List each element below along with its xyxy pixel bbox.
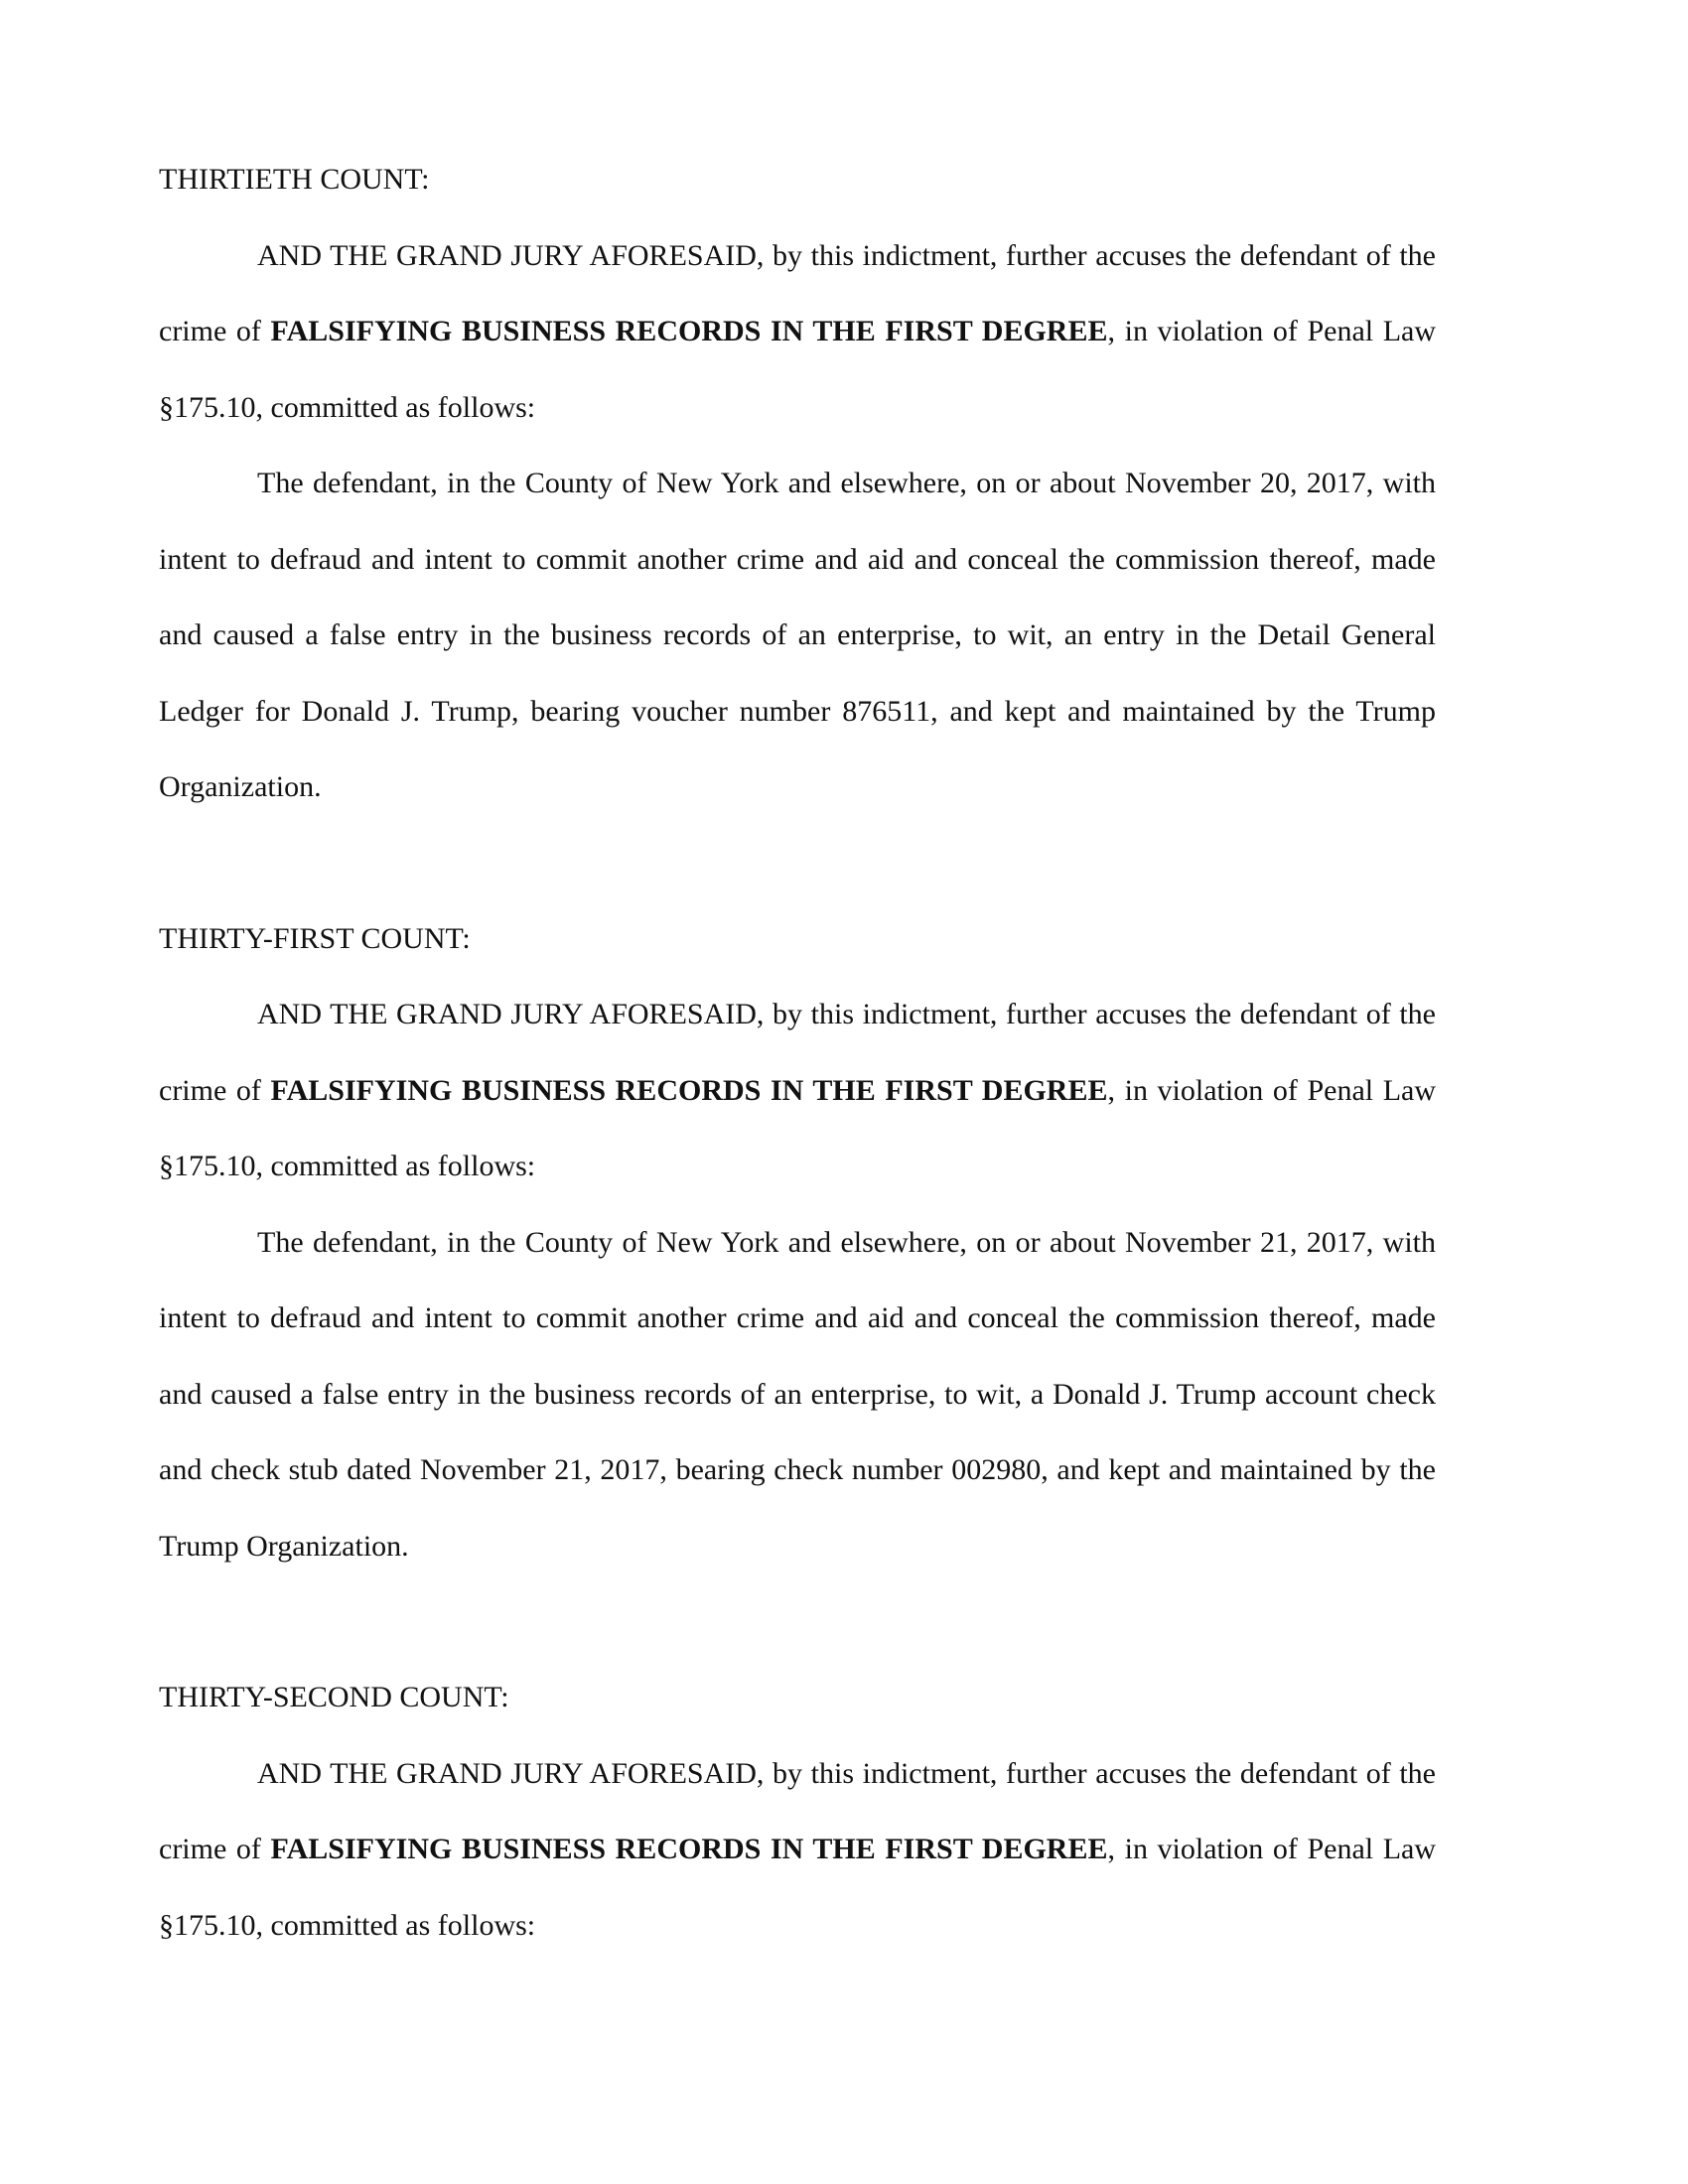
count-heading: THIRTY-SECOND COUNT: [159, 1681, 509, 1713]
count-heading: THIRTY-FIRST COUNT: [159, 921, 471, 955]
accusation-text: AND THE GRAND JURY AFORESAID, by this indictment, further accuses the defendant of the crime of [159, 998, 1436, 1107]
details-paragraph: The defendant, in the County of New York and elsewhere, on or about November 20, 2017, with intent to defraud and intent to commit another crime and aid and conceal the commission thereof, made and caused a false entry in the business records of an enterprise, to wit, an entry in the Detail General Ledger for Donald J. Trump, bearing voucher number 876511, and kept and maintained by the Trump Organization. [159, 467, 1436, 803]
count-31 [159, 901, 1436, 1585]
accusation-statute: , in violation of Penal Law §175.10, committed as follows: [159, 1833, 1437, 1942]
crime-name: FALSIFYING BUSINESS RECORDS IN THE FIRST DEGREE [270, 1833, 1108, 1865]
accusation-paragraph [159, 977, 1436, 1205]
document-page [159, 142, 1436, 1964]
count-30 [159, 142, 1436, 826]
count-32 [159, 1660, 1436, 1964]
accusation-paragraph [159, 1736, 1436, 1965]
accusation-statute: , in violation of Penal Law §175.10, committed as follows: [159, 315, 1437, 424]
accusation-text: AND THE GRAND JURY AFORESAID, by this indictment, further accuses the defendant of the crime of [159, 1756, 1436, 1865]
accusation-statute: , in violation of Penal Law §175.10, committed as follows: [159, 1073, 1437, 1182]
accusation-paragraph [159, 218, 1436, 447]
crime-name: FALSIFYING BUSINESS RECORDS IN THE FIRST DEGREE [270, 315, 1108, 347]
crime-name: FALSIFYING BUSINESS RECORDS IN THE FIRST DEGREE [270, 1073, 1108, 1107]
accusation-text: AND THE GRAND JURY AFORESAID, by this indictment, further accuses the defendant of the crime of [159, 238, 1436, 347]
details-paragraph: The defendant, in the County of New York and elsewhere, on or about November 21, 2017, with intent to defraud and intent to commit another crime and aid and conceal the commission thereof, made and caused a false entry in the business records of an enterprise, to wit, a Donald J. Trump account check and check stub dated November 21, 2017, bearing check number 002980, and kept and maintained by the Trump Organization. [159, 1225, 1436, 1563]
count-heading: THIRTIETH COUNT: [159, 163, 430, 196]
